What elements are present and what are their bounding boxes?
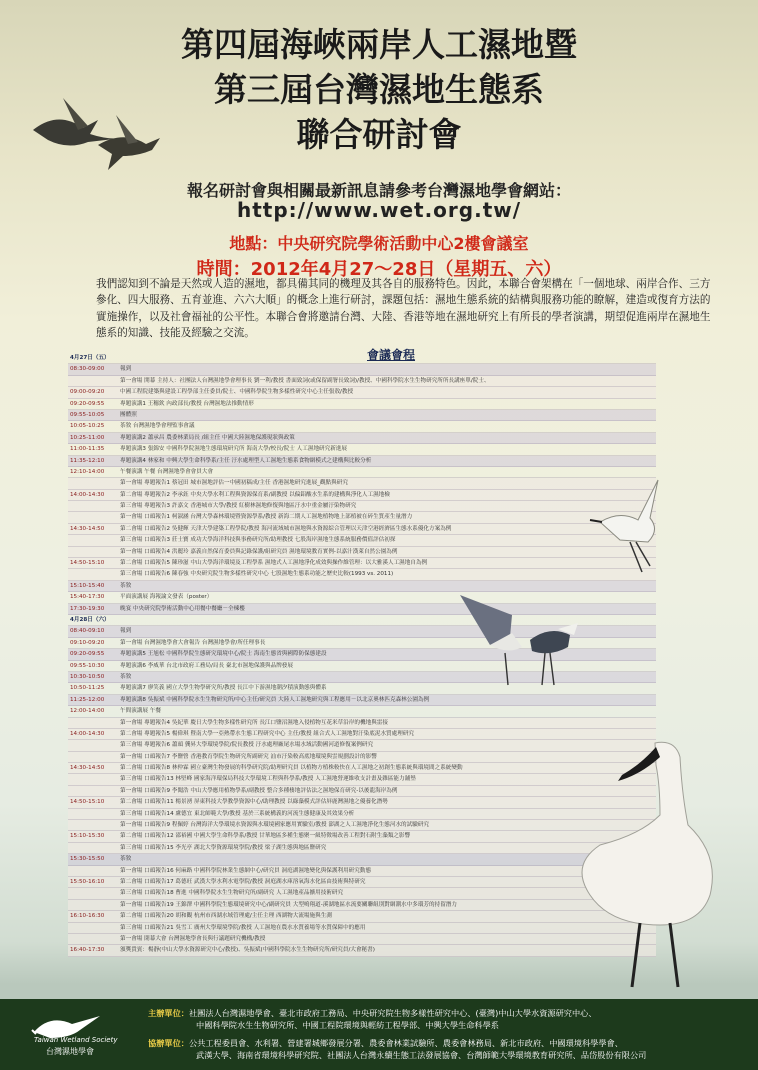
schedule-row [68,547,656,558]
logo-english-name: Taiwan Wetland Society [34,1036,118,1044]
schedule-time: 16:10-16:30 [70,913,105,920]
schedule-time [68,535,120,545]
schedule-time: 17:30-19:30 [70,605,105,612]
schedule-time: 16:40-17:30 [70,947,105,954]
title-line-1: 第四屆海峽兩岸人工濕地暨 [181,25,577,64]
schedule-item: 第二會場 口頭報告8 林仲霖 國立臺灣生物發展的科學研究院/助理研究員 以植物方植株較快在人工濕地之初創生態系統與環境間之系統變動 [120,765,463,772]
schedule-time [68,866,120,876]
schedule-item: 茶敘 [120,582,132,589]
schedule-item: 第一會場 台灣濕地學會大會報告 台灣濕地學會/所任理事長 [120,639,266,646]
logo-chinese-name: 台灣濕地學會 [46,1047,94,1056]
website-notice: 報名研討會與相關最新訊息請參考台灣濕地學會網站： [186,181,571,200]
schedule-item: 第二會場 口頭報告17 葛德旺 武漢大學水利水電學院/教授 洞庭湖水庫溶氧海水化區由技術與特研究 [120,878,366,885]
schedule-item: 第一會場 口頭報告1 柯淑涵 台灣大學森林環境暨資源學系/教授 新海二期人工濕地植物地上部植被在碎生質產生量潛力 [120,514,413,521]
schedule-time: 14:30-14:50 [70,525,105,532]
schedule-time: 10:25-11:00 [70,434,105,441]
schedule-item: 茶敘 [120,856,132,863]
schedule-row [68,421,656,432]
schedule-row [68,501,656,512]
schedule-item: 第一會場 專題報告4 吳紀華 慶日大學生物多樣性研究所 長江口鹽沼濕地入侵植物互花米草沿岸的機地與雷接 [120,719,388,726]
co-organizer-line-2: 武漢大學、海南省環境科學研究院、社團法人台灣永續生態工法發展協會、台灣師範大學環境教育研究所、品岱股份有限公司 [196,1050,647,1060]
schedule-time [68,478,120,488]
schedule-day-label: 4月27日（五） [70,355,110,361]
schedule-time [68,376,120,386]
schedule-item: 第一會場 閉幕大會 台灣濕地學會長與行議題研究機構/教授 [120,935,266,942]
egret-flying-image [580,470,690,580]
schedule-time: 15:40-17:30 [70,594,105,601]
co-organizers [148,1037,646,1061]
schedule-row [68,558,656,569]
schedule-item: 中國工程院建築與建設工程學部主任委員/院士、中國科學院生物多樣性研究中心主任張敖/教授 [120,389,354,396]
schedule-item: 第二會場 口頭報告12 邵裕國 中國大學生命科學系/教授 甘華地區多種生態聚一級特徵場改善工程對石附生藻類之影響 [120,833,411,840]
schedule-time [68,774,120,784]
schedule-item: 第三會場 口頭報告3 莊士寶 成功大學海洋科技與事務研究所/助理教授 七股海岸濕地生態系統服務價值評估初探 [120,537,396,544]
schedule-item: 第二會場 口頭報告5 陳珍滋 中山大學海洋環境及工程學系 濕地式人工濕地淨化成效與操作維管理：以大雅溪人工濕地自為例 [120,560,428,567]
schedule-time: 12:10-14:00 [70,468,105,475]
schedule-item: 專題演講2 蕭承昌 農委林業局長 /組主任 中國大陸濕地保護現狀與政策 [120,434,295,441]
schedule-time: 09:55-10:30 [70,662,105,669]
schedule-row [68,467,656,478]
title-line-2: 第三屆台灣濕地生態系 [214,70,544,109]
schedule-item: 專題演講1 王穗欽 內政部長/教授 台灣濕地法推動情形 [120,400,254,407]
schedule-row [68,718,656,729]
title-line-3: 聯合研討會 [296,115,462,154]
schedule-item: 第一會場 口頭報告7 李鹽營 香港教育學院生物研究所副研究 汕市汙染較高底地環境與雲規劃設計的影響 [120,753,377,760]
schedule-item: 第三會場 口頭報告6 陳春強 中央研究院生物多樣性研究中心 七股濕地生態系功能之歷史比較(1993 vs. 2011) [120,571,394,578]
schedule-item: 第三會場 口頭報告13 林堅峰 國家海洋環保局科技大學環境工程與科學系/教授 人工濕地營運維收支計畫及雜區能力舖墊 [120,776,416,783]
schedule-item: 茶敘 台灣濕地學會理監事會議 [120,423,195,430]
organizer-line-1: 社團法人台灣濕地學會、臺北市政府工務局、中央研究院生物多樣性研究中心、(臺灣)中山大學水資源研究中心、 [188,1008,597,1018]
schedule-time [68,718,120,728]
schedule-item: 第二會場 專題報告5 楊偉琪 暨南大學一亞熱帶水生態工程研究中心 主任/教授 組合式人工濕地對汙染底泥水質處理研究 [120,730,415,737]
schedule-item: 茶敘 [120,673,132,680]
schedule-time: 14:00-14:30 [70,730,105,737]
schedule-time [68,888,120,898]
schedule-item: 第二會場 口頭報告11 楊景湧 屏東科技大學教學資源中心/助理教授 以綠藻模式評估屏鹿灣濕地之優養化潛勢 [120,799,388,806]
organizers [148,1007,597,1031]
schedule-row [68,490,656,501]
schedule-item: 平面演講展 海報論文發表（poster） [120,594,213,601]
schedule-item: 第一會場 開幕 主持人：社團法人台灣濕地學會理事長 劉一利/教授 書面致詞(或保留副署長致詞)/教授、中國科學院水生生物研究所所長講座單/院士、 [120,377,490,384]
schedule-time: 08:30-09:00 [70,366,105,373]
schedule-time: 15:10-15:30 [70,833,105,840]
schedule-time [68,752,120,762]
schedule-row [68,524,656,535]
schedule-item: 第三會場 專題報告6 蕭頭 龔昇大學環境學院/院長教授 汙水處理廠尾水場水域活動國河道修復案例研究 [120,742,374,749]
schedule-day-label: 4月28日（六） [70,616,110,623]
schedule-row [68,376,656,387]
schedule-item: 第一會場 口頭報告16 何麻路 中國科學院林業生態網中心/研究員 洞庭湖濕地變化與保護利用研究動態 [120,867,372,874]
schedule-time: 14:50-15:10 [70,560,105,567]
organizer-label: 主辦單位： [148,1008,189,1018]
schedule-row [68,456,656,467]
schedule-item: 專題演講7 廖笑義 國立大學生物學研究所/教授 長江中下游濕地潮汐積演動態與體系 [120,685,327,692]
schedule-time: 14:30-14:50 [70,765,105,772]
schedule-time: 09:10-09:20 [70,639,105,646]
schedule-row [68,512,656,523]
schedule-time: 14:50-15:10 [70,799,105,806]
schedule-item: 午間演講展 午餐 [120,708,161,715]
schedule-time [68,809,120,819]
schedule-time [68,569,120,579]
schedule-row [68,695,656,706]
schedule-row [68,569,656,580]
schedule-time [68,740,120,750]
schedule-row [68,399,656,410]
co-organizer-label: 協辦單位： [148,1038,189,1048]
schedule-item: 專題演講8 吳振斌 中國科學院水生生物研究所/中心主任/研究員 大陸人工濕地研究與工程應用－以北京奧林匹克森林公園為例 [120,696,430,703]
co-organizer-line-1: 公共工程委員會、水利署、營建署城鄉發展分署、農委會林業試驗所、農委會林務局、新北市政府、中國環境科學學會、 [188,1038,623,1048]
schedule-item: 第一會場 口頭報告9 李聞浩 中山大學應用植物學系/副教授 整合多種棲地評估法之濕地保育研究-以後龍海岸為例 [120,787,398,794]
schedule-time [68,547,120,557]
schedule-time [68,900,120,910]
schedule-row [68,706,656,717]
schedule-time: 10:30-10:50 [70,673,105,680]
schedule-item: 第一會場 口頭報告4 洪麗玲 嘉義自然保育委員與記錄保護/組研究員 濕地環境教育實例-以嘉汁漢萊自然公園為例 [120,548,398,555]
schedule-item: 第二會場 口頭報告2 吳健輝 天津大學建築工程學院/教授 海河流域城市濕地與水資源綜合管理以天津空港經濟區生態水系優化方案為例 [120,525,452,532]
schedule-time: 10:05-10:25 [70,423,105,430]
schedule-row [68,478,656,489]
schedule-time: 11:35-12:10 [70,457,105,464]
schedule-item: 第三會場 口頭報告15 李光亭 湖北大學資源環境學院/教授 梁子湖生態與地區鹽研究 [120,844,327,851]
schedule-item: 報到 [120,628,132,635]
schedule-time [68,843,120,853]
egrets-pair-image [450,585,590,695]
schedule-time [68,934,120,944]
schedule-time [68,512,120,522]
program-heading: 會議會程 [367,348,416,362]
schedule-row [68,444,656,455]
schedule-item: 第三會場 口頭報告18 曹進 中國科學院水生生物研究所/副研究 人工濕地產品擴用技術研究 [120,890,344,897]
schedule-time: 09:20-09:55 [70,651,105,658]
schedule-item: 團體照 [120,411,137,418]
intro-paragraph: 我們認知到不論是天然或人造的濕地，都具備其同的機理及其各自的服務特色。因此，本聯合會架構在「一個地球、兩岸合作、三方參化、四大服務、五育並進、六六大順」的概念上進行研討，課題包括：濕地生態系統的結構與服務功能的瞭解，建造或復育方法的實施操作，以及社會福祉的公平性。本聯合會將邀請台灣、大陸、香港等地在濕地研究上有所長的學者演講，期望促進兩岸在濕地生態系的知識、技能及經驗之交流。 [96,278,711,340]
schedule-time: 14:00-14:30 [70,491,105,498]
schedule-item: 第一會場 口頭報告19 王錦澤 中國科學院生態環境研究中心/副研究員 大型鳴翔道-溪湖地區水流要關聯組別對網潮水中多環芳的持留潛力 [120,901,457,908]
schedule-row [68,364,656,375]
schedule-item: 第一會場 專題報告1 蔡冠田 城市濕地評估一中國初稿成/主任 香港濕地研究進展_觀點與研究 [120,480,348,487]
schedule-time [68,820,120,830]
schedule-row [68,410,656,421]
organizer-line-2: 中國科學院水生生物研究所、中國工程院環境與輕紡工程學部、中興大學生命科學系 [196,1020,499,1030]
schedule-time: 15:30-15:50 [70,856,105,863]
schedule-time: 10:50-11:25 [70,685,105,692]
venue-text: 地點：中央研究院學術活動中心2樓會議室 [229,234,529,253]
date-text: 時間：2012年4月27～28日（星期五、六） [196,259,562,280]
schedule-item: 頒獎貴賓：楊靜(中山大學水資源研究中心/教授)、吳振斌(中國科學院水生生物研究所/研究員/大會秘書) [120,947,375,954]
schedule-item: 專題演講5 王旭松 中國科學院生態研究環境中心/院士 海南生態省與國際防保態建設 [120,651,327,658]
schedule-time: 12:00-14:00 [70,708,105,715]
spoonbill-image [560,735,740,995]
schedule-row [68,535,656,546]
schedule-row [68,387,656,398]
schedule-item: 第三會場 口頭報告14 盧德宜 東北師範大學/教授 基於三系統構義的河流生態健康及其效果分析 [120,810,355,817]
schedule-item: 第三會場 口頭報告21 吳雪工 廣州大學環境學院/教授 人工濕地在農水水質養場等水質保障中的應用 [120,924,366,931]
schedule-item: 午餐演講 午餐 台灣濕地學會會員大會 [120,468,214,475]
schedule-time [68,786,120,796]
schedule-item: 專題演講3 張錦安 中國科學院濕地生態環境研究所 海南大學/校長/院士 人工濕地研究新進展 [120,446,348,453]
schedule-item: 晚宴 中央研究院學術活動中心用餐中餐廳－全棟樓 [120,605,245,612]
schedule-item: 第二會場 專題報告2 李承鈺 中央大學水利工程與資源保育系/副教授 以偏鋁酸水生系的建構與淨化人工濕地檢 [120,491,390,498]
schedule-time: 11:25-12:00 [70,696,105,703]
schedule-time: 08:40-09:10 [70,628,105,635]
schedule-item: 第二會場 口頭報告20 胡和觀 杭州市西湖水域管理處/主任主理 西湖物大流場施與生測 [120,913,332,920]
schedule-time: 09:20-09:55 [70,400,105,407]
schedule-row [68,433,656,444]
schedule-time: 15:10-15:40 [70,582,105,589]
schedule-item: 第一會場 口頭報告9 程佩婷 台灣海洋大學環境水資源與水環境國家應用實驗室/教授 澎湖之人工濕地淨化生態河水的試驗研究 [120,822,430,829]
website-url-link[interactable]: http://www.wet.org.tw/ [236,198,522,222]
schedule-day-header [68,353,656,364]
schedule-time [68,923,120,933]
schedule-item: 專題演講6 李威華 台北市政府工務局/局長 臺北市濕地保護與品牌發展 [120,662,293,669]
schedule-time: 09:00-09:20 [70,389,105,396]
schedule-time: 11:00-11:35 [70,446,105,453]
schedule-time [68,501,120,511]
schedule-item: 報到 [120,366,132,373]
schedule-item: 第三會場 專題報告3 許嘉文 香港城市大學/教授 紅樹林濕地修復與地區汙水中重金屬汙染物研究 [120,503,357,510]
schedule-time: 15:50-16:10 [70,878,105,885]
schedule-time: 09:55-10:05 [70,411,105,418]
schedule-item: 專題演講4 林家和 中興大學生命科學系/主任 汙水處理型人工濕地生態系食物網模式之建構與比較分析 [120,457,372,464]
